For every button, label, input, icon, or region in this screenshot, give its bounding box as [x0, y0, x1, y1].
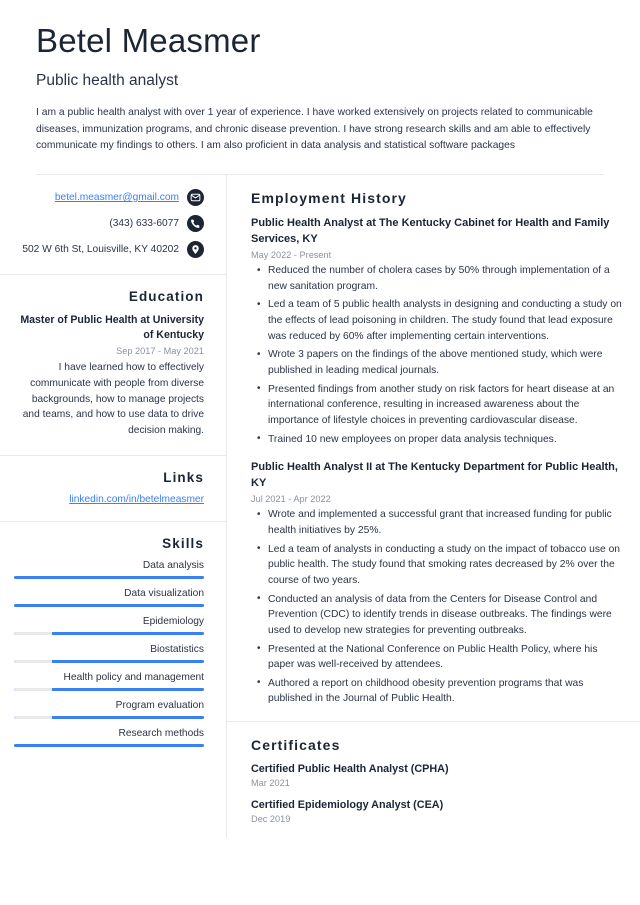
skill-item [14, 616, 204, 635]
employment-item [251, 216, 626, 447]
list-item: • Presented at the National Conference on Public Health Policy, where his paper was well-received by attendees. [268, 642, 626, 673]
profile-summary: I am a public health analyst with over 1 year of experience. I have worked extensively on projects related to communicable diseases, immunization programs, and chronic disease prevention. I have strong research skills and am able to effectively communicate my findings to others. I am also proficient in data analysis and statistical software packages [36, 106, 593, 152]
employment-heading: Employment History [251, 189, 407, 206]
skill-item [14, 644, 204, 663]
contact-address-text: 502 W 6th St, Louisville, KY 40202 [22, 243, 179, 255]
contact-block [0, 175, 226, 274]
contact-item-email[interactable] [14, 189, 204, 206]
list-item: • Led a team of analysts in conducting a study on the impact of tobacco use on public health. The study found that smoking rates decreased by 2% over the course of two years. [268, 542, 626, 589]
skill-item [14, 560, 204, 579]
resume-body [0, 175, 640, 838]
skill-label: Research methods [118, 728, 204, 740]
skill-level-bar [14, 744, 204, 747]
list-item: • Reduced the number of cholera cases by 50% through implementation of a new sanitation program. [268, 263, 626, 294]
contact-item-phone[interactable] [14, 215, 204, 232]
list-item: • Conducted an analysis of data from the Centers for Disease Control and Prevention (CDC) to identify trends in disease outbreaks. The findings were used to develop new strategies for preventing outbreaks. [268, 592, 626, 639]
skill-label: Program evaluation [115, 700, 204, 712]
sidebar-column [0, 175, 227, 838]
employment-bullets [251, 263, 626, 447]
list-item: • Trained 10 new employees on proper data analysis techniques. [268, 432, 626, 448]
skill-bar-remainder [14, 632, 52, 635]
contact-email-text[interactable]: betel.measmer@gmail.com [54, 191, 179, 203]
skill-item [14, 588, 204, 607]
employment-list [251, 216, 626, 707]
phone-icon [187, 215, 204, 232]
education-date: Sep 2017 - May 2021 [116, 346, 204, 357]
skills-heading: Skills [162, 536, 204, 552]
skill-level-bar [14, 604, 204, 607]
certificate-name: Certified Public Health Analyst (CPHA) [251, 763, 449, 776]
skill-label: Data visualization [124, 588, 204, 600]
certificates-heading: Certificates [251, 737, 341, 754]
skill-label: Biostatistics [150, 644, 204, 656]
employment-date: Jul 2021 - Apr 2022 [251, 494, 331, 505]
employment-date: May 2022 - Present [251, 250, 332, 261]
skill-level-bar [14, 576, 204, 579]
certificate-date: Dec 2019 [251, 814, 291, 825]
list-item: • Presented findings from another study on risk factors for heart disease at an international conference, resulting in increased awareness about the importance of lifestyle choices in preventing cardiovascular disease. [268, 382, 626, 429]
location-pin-icon [187, 241, 204, 258]
certificate-item [251, 763, 626, 788]
list-item: • Led a team of 5 public health analysts in designing and conducting a study on the effects of lead poisoning in children. The study found that lead exposure was reduced by 60% after implementing certain interventions. [268, 297, 626, 344]
employment-block [227, 175, 640, 721]
page-title: Betel Measmer [36, 22, 261, 59]
education-heading: Education [128, 288, 204, 304]
certificates-block [227, 721, 640, 838]
education-description: I have learned how to effectively communicate with people from diverse backgrounds, how to manage projects and teams, and how to use data to drive decision making. [22, 362, 204, 437]
skill-label: Epidemiology [142, 616, 204, 628]
employment-bullets [251, 507, 626, 707]
certificates-list [251, 763, 626, 824]
skill-label: Data analysis [142, 560, 204, 572]
job-title-subtitle: Public health analyst [36, 71, 179, 89]
links-block [0, 455, 226, 521]
skill-level-bar [14, 688, 204, 691]
links-heading: Links [163, 470, 204, 486]
skill-level-bar [14, 660, 204, 663]
certificate-name: Certified Epidemiology Analyst (CEA) [251, 799, 444, 812]
skills-list [14, 560, 204, 747]
employment-title: Public Health Analyst at The Kentucky Cabinet for Health and Family Services, KY [251, 216, 610, 245]
skill-bar-remainder [14, 716, 52, 719]
certificate-date: Mar 2021 [251, 778, 290, 789]
employment-item [251, 460, 626, 707]
education-degree: Master of Public Health at University of Kentucky [20, 313, 204, 341]
employment-title: Public Health Analyst II at The Kentucky Department for Public Health, KY [251, 461, 618, 489]
skill-item [14, 728, 204, 747]
education-block [0, 274, 226, 455]
certificate-item [251, 799, 626, 824]
list-item: • Wrote 3 papers on the findings of the above mentioned study, which were published in leading medical journals. [268, 347, 626, 378]
skills-block [0, 521, 226, 763]
skill-label: Health policy and management [63, 672, 204, 684]
contact-item-address[interactable] [14, 241, 204, 258]
skill-item [14, 672, 204, 691]
skill-bar-remainder [14, 660, 52, 663]
link-item-linkedin[interactable]: linkedin.com/in/betelmeasmer [69, 494, 204, 506]
resume-header [0, 0, 640, 175]
skill-level-bar [14, 632, 204, 635]
list-item: • Wrote and implemented a successful grant that increased funding for public health initiatives by 25%. [268, 507, 626, 538]
skill-level-bar [14, 716, 204, 719]
skill-bar-remainder [14, 688, 52, 691]
main-column [227, 175, 640, 838]
contact-phone-text: (343) 633-6077 [109, 217, 179, 229]
envelope-icon [187, 189, 204, 206]
list-item: • Authored a report on childhood obesity prevention programs that was published in the Journal of Public Health. [268, 676, 626, 707]
skill-item [14, 700, 204, 719]
